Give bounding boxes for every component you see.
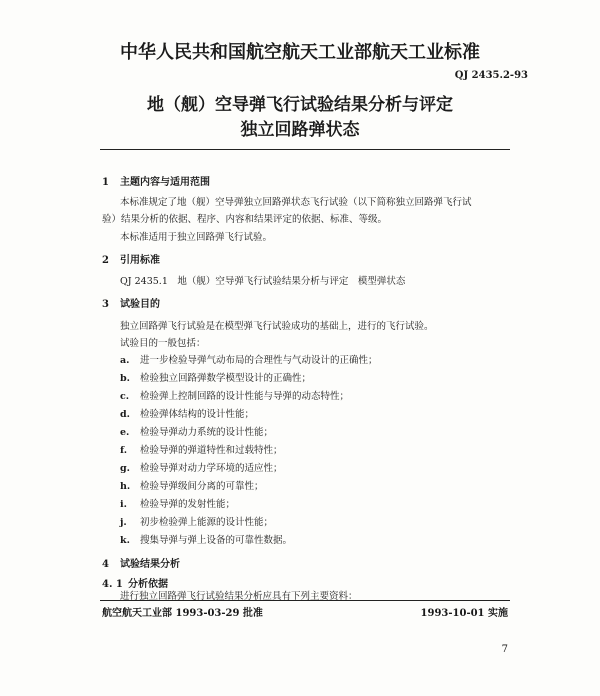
- list-item: k. 搜集导弹与弹上设备的可靠性数据。: [120, 535, 293, 546]
- document-title-line1: 地（舰）空导弹飞行试验结果分析与评定: [147, 95, 453, 115]
- section-2-heading: [102, 251, 160, 266]
- list-item: e. 检验导弹动力系统的设计性能；: [120, 427, 274, 438]
- section-1-paragraph-line2: 验）结果分析的依据、程序、内容和结果评定的依据、标准、等级。: [102, 214, 388, 225]
- list-item: j. 初步检验弹上能源的设计性能；: [120, 517, 274, 528]
- subsection-title: 分析依据: [128, 579, 168, 590]
- section-title: 试验目的: [120, 299, 160, 310]
- section-3-paragraph: 独立回路弹飞行试验是在模型弹飞行试验成功的基础上，进行的飞行试验。: [120, 321, 434, 332]
- footer-divider: [100, 600, 510, 601]
- implementation-date: 1993-10-01 实施: [420, 608, 508, 619]
- list-item: d. 检验弹体结构的设计性能；: [120, 409, 255, 420]
- subsection-number: 4. 1: [102, 579, 123, 590]
- standard-code: QJ 2435.2-93: [454, 70, 528, 81]
- section-1-paragraph-line1: 本标准规定了地（舰）空导弹独立回路弹状态飞行试验（以下简称独立回路弹飞行试: [120, 197, 472, 208]
- section-number: 2: [102, 255, 109, 266]
- section-3-heading: [102, 295, 160, 310]
- section-number: 1: [102, 177, 109, 188]
- document-title-line2: 独立回路弹状态: [240, 120, 360, 140]
- list-item: f. 检验导弹的弹道特性和过载特性；: [120, 445, 283, 456]
- section-3-list-intro: 试验目的一般包括：: [120, 338, 206, 349]
- section-number: 4: [102, 559, 109, 570]
- section-4-heading: [102, 555, 180, 570]
- section-title: 引用标准: [120, 255, 160, 266]
- list-item: i. 检验导弹的发射性能；: [120, 499, 236, 510]
- subsection-4-1-text: 进行独立回路弹飞行试验结果分析应具有下列主要资料：: [120, 591, 358, 602]
- list-item: h. 检验导弹级间分离的可靠性；: [120, 481, 264, 492]
- list-item: c. 检验弹上控制回路的设计性能与导弹的动态特性；: [120, 391, 350, 402]
- approval-date: 航空航天工业部 1993-03-29 批准: [102, 608, 263, 619]
- list-item: a. 进一步检验导弹气动布局的合理性与气动设计的正确性；: [120, 355, 378, 366]
- section-1-heading: [102, 173, 210, 188]
- list-item: g. 检验导弹对动力学环境的适应性；: [120, 463, 283, 474]
- section-1-scope: 本标准适用于独立回路弹飞行试验。: [120, 232, 273, 243]
- standard-org-header: 中华人民共和国航空航天工业部航天工业标准: [120, 42, 480, 63]
- page-number: 7: [501, 644, 508, 655]
- section-title: 主题内容与适用范围: [120, 177, 210, 188]
- title-divider: [100, 149, 510, 150]
- list-item: b. 检验独立回路弹数学模型设计的正确性；: [120, 373, 312, 384]
- section-number: 3: [102, 299, 109, 310]
- reference-standard: QJ 2435.1 地（舰）空导弹飞行试验结果分析与评定 模型弹状态: [120, 276, 406, 287]
- section-title: 试验结果分析: [120, 559, 180, 570]
